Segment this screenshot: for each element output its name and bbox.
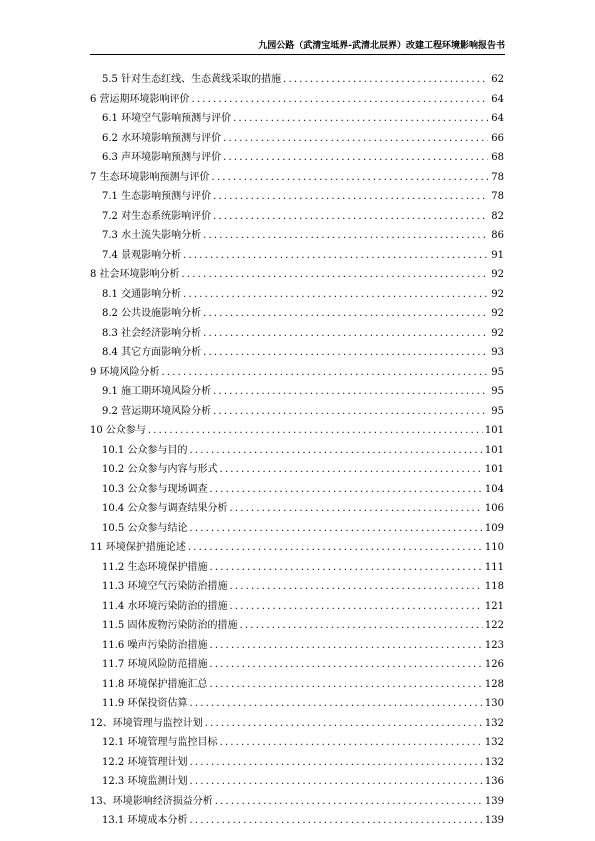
toc-entry-title: 8.2 公共设施影响分析	[102, 308, 202, 319]
toc-entry[interactable]	[90, 285, 504, 305]
toc-dot-leader	[182, 265, 488, 285]
toc-entry-title: 12.2 环境管理计划	[102, 756, 188, 768]
toc-entry[interactable]	[90, 636, 504, 656]
toc-entry-title: 13、环境影响经济损益分析	[90, 795, 213, 807]
toc-entry-page-number: 82	[491, 210, 504, 222]
toc-entry-title: 11.4 水环境污染防治的措施	[102, 600, 228, 612]
toc-entry-page-number: 132	[484, 737, 504, 748]
toc-entry-page-number: 92	[491, 327, 504, 339]
toc-entry-page-number: 78	[491, 171, 504, 183]
toc-entry-page-number: 64	[491, 113, 504, 124]
toc-entry[interactable]	[90, 324, 504, 344]
toc-dot-leader	[189, 753, 482, 773]
toc-entry-title: 12.3 环境监测计划	[102, 776, 188, 787]
toc-entry-title: 5.5 针对生态红线、生态黄线采取的措施	[102, 74, 282, 85]
toc-entry-title: 11.9 环保投资估算	[102, 698, 188, 709]
toc-entry-page-number: 139	[484, 795, 504, 807]
toc-dot-leader	[223, 148, 488, 168]
toc-entry-title: 6.3 声环境影响预测与评价	[102, 152, 222, 163]
toc-dot-leader	[203, 324, 488, 344]
toc-dot-leader	[205, 714, 483, 734]
toc-entry-page-number: 101	[484, 464, 504, 475]
toc-entry-page-number: 95	[491, 405, 504, 417]
toc-dot-leader	[209, 558, 482, 578]
toc-dot-leader	[203, 226, 488, 246]
toc-entry[interactable]	[90, 597, 504, 617]
toc-entry-page-number: 126	[484, 659, 504, 670]
toc-dot-leader	[233, 109, 488, 129]
toc-entry[interactable]	[90, 226, 504, 246]
toc-dot-leader	[219, 460, 482, 480]
toc-entry[interactable]	[90, 343, 504, 363]
toc-entry-title: 11.6 噪声污染防治措施	[102, 639, 208, 651]
toc-entry-title: 10.4 公众参与调查结果分析	[102, 503, 228, 514]
toc-dot-leader	[213, 187, 488, 207]
toc-dot-leader	[213, 382, 488, 402]
toc-dot-leader	[283, 70, 488, 90]
toc-dot-leader	[223, 129, 488, 149]
toc-entry[interactable]	[90, 109, 504, 129]
toc-entry[interactable]	[90, 363, 504, 383]
toc-entry-title: 6 营运期环境影响评价	[90, 93, 190, 105]
toc-entry-page-number: 104	[484, 483, 504, 495]
toc-dot-leader	[189, 694, 482, 714]
toc-entry[interactable]	[90, 187, 504, 207]
toc-entry-page-number: 68	[491, 152, 504, 163]
toc-entry-title: 11.8 环境保护措施汇总	[102, 678, 208, 690]
toc-entry[interactable]	[90, 792, 504, 812]
toc-entry-title: 7.4 景观影响分析	[102, 249, 182, 261]
toc-entry[interactable]	[90, 655, 504, 675]
toc-dot-leader	[183, 285, 488, 305]
toc-entry[interactable]	[90, 811, 504, 831]
toc-entry-page-number: 122	[484, 620, 504, 631]
toc-entry[interactable]	[90, 421, 504, 441]
toc-entry-title: 11.5 固体废物污染防治的措施	[102, 620, 238, 631]
toc-entry[interactable]	[90, 402, 504, 422]
toc-entry-title: 9.1 施工期环境风险分析	[102, 386, 212, 397]
toc-entry-page-number: 91	[491, 249, 504, 261]
toc-dot-leader	[209, 675, 482, 695]
toc-entry-page-number: 92	[491, 269, 504, 280]
toc-entry[interactable]	[90, 577, 504, 597]
toc-dot-leader	[203, 343, 488, 363]
toc-dot-leader	[162, 363, 488, 383]
toc-dot-leader	[192, 90, 488, 110]
toc-dot-leader	[203, 304, 488, 324]
toc-entry[interactable]	[90, 538, 504, 558]
toc-dot-leader	[209, 480, 482, 500]
toc-entry[interactable]	[90, 90, 504, 110]
toc-entry[interactable]	[90, 480, 504, 500]
toc-entry[interactable]	[90, 70, 504, 90]
toc-entry-page-number: 139	[484, 815, 504, 826]
toc-entry-title: 11.7 环境风险防范措施	[102, 659, 208, 670]
toc-entry[interactable]	[90, 499, 504, 519]
toc-entry-page-number: 136	[484, 776, 504, 787]
toc-entry-title: 8.4 其它方面影响分析	[102, 347, 202, 358]
running-header: 九园公路（武清宝坻界-武清北辰界）改建工程环境影响报告书	[90, 38, 505, 55]
toc-entry-title: 10 公众参与	[90, 425, 146, 436]
toc-entry[interactable]	[90, 558, 504, 578]
toc-entry-page-number: 92	[491, 308, 504, 319]
toc-entry-title: 7.2 对生态系统影响评价	[102, 210, 212, 222]
toc-entry-title: 7 生态环境影响预测与评价	[90, 171, 210, 183]
toc-dot-leader	[189, 519, 482, 539]
table-of-contents	[90, 70, 504, 831]
toc-dot-leader	[239, 616, 482, 636]
toc-entry-title: 12、环境管理与监控计划	[90, 717, 203, 729]
toc-entry-page-number: 64	[491, 93, 504, 105]
toc-dot-leader	[219, 733, 482, 753]
toc-entry-page-number: 62	[491, 74, 504, 85]
toc-entry[interactable]	[90, 304, 504, 324]
toc-entry[interactable]	[90, 733, 504, 753]
toc-dot-leader	[215, 792, 483, 812]
toc-dot-leader	[189, 772, 482, 792]
toc-dot-leader	[209, 655, 482, 675]
toc-entry-page-number: 101	[484, 425, 504, 436]
toc-entry[interactable]	[90, 207, 504, 227]
toc-entry-title: 6.2 水环境影响预测与评价	[102, 132, 222, 144]
toc-entry-title: 9.2 营运期环境风险分析	[102, 405, 212, 417]
toc-entry-page-number: 123	[484, 639, 504, 651]
toc-entry-title: 7.3 水土流失影响分析	[102, 230, 202, 241]
toc-entry-title: 10.1 公众参与目的	[102, 444, 188, 456]
toc-entry[interactable]	[90, 246, 504, 266]
toc-dot-leader	[213, 207, 488, 227]
toc-entry[interactable]	[90, 460, 504, 480]
toc-entry-title: 8.1 交通影响分析	[102, 288, 182, 300]
toc-entry-title: 10.3 公众参与现场调查	[102, 483, 208, 495]
toc-entry-title: 11 环境保护措施论述	[90, 542, 186, 553]
toc-entry-title: 7.1 生态影响预测与评价	[102, 191, 212, 202]
toc-entry-title: 13.1 环境成本分析	[102, 815, 188, 826]
toc-entry-title: 11.2 生态环境保护措施	[102, 561, 208, 573]
toc-entry[interactable]	[90, 129, 504, 149]
toc-entry[interactable]	[90, 694, 504, 714]
toc-entry-page-number: 101	[484, 444, 504, 456]
toc-dot-leader	[183, 246, 488, 266]
toc-entry[interactable]	[90, 753, 504, 773]
toc-entry-page-number: 109	[484, 522, 504, 534]
toc-entry-title: 10.5 公众参与结论	[102, 522, 188, 534]
toc-dot-leader	[189, 811, 482, 831]
toc-entry-title: 9 环境风险分析	[90, 366, 160, 378]
toc-dot-leader	[188, 538, 483, 558]
toc-entry-page-number: 110	[484, 542, 504, 553]
toc-entry-page-number: 66	[491, 132, 504, 144]
toc-entry-title: 10.2 公众参与内容与形式	[102, 464, 218, 475]
toc-entry-page-number: 118	[484, 581, 504, 592]
toc-entry-page-number: 111	[484, 561, 504, 573]
toc-entry-title: 8.3 社会经济影响分析	[102, 327, 202, 339]
toc-entry[interactable]	[90, 675, 504, 695]
toc-dot-leader	[213, 402, 488, 422]
toc-entry-page-number: 128	[484, 678, 504, 690]
toc-entry-page-number: 86	[491, 230, 504, 241]
toc-entry-title: 8 社会环境影响分析	[90, 269, 180, 280]
toc-entry-page-number: 95	[491, 366, 504, 378]
toc-entry[interactable]	[90, 168, 504, 188]
toc-entry[interactable]	[90, 714, 504, 734]
toc-dot-leader	[229, 499, 482, 519]
toc-entry[interactable]	[90, 265, 504, 285]
toc-entry-title: 6.1 环境空气影响预测与评价	[102, 113, 232, 124]
toc-entry[interactable]	[90, 148, 504, 168]
toc-dot-leader	[212, 168, 488, 188]
toc-entry-page-number: 92	[491, 288, 504, 300]
toc-entry-page-number: 130	[484, 698, 504, 709]
toc-dot-leader	[189, 441, 482, 461]
toc-entry-page-number: 95	[491, 386, 504, 397]
toc-entry-page-number: 132	[484, 717, 504, 729]
toc-entry[interactable]	[90, 382, 504, 402]
toc-entry-page-number: 121	[484, 600, 504, 612]
toc-entry-page-number: 93	[491, 347, 504, 358]
toc-dot-leader	[229, 577, 482, 597]
toc-entry[interactable]	[90, 441, 504, 461]
toc-entry-page-number: 78	[491, 191, 504, 202]
toc-entry-title: 12.1 环境管理与监控目标	[102, 737, 218, 748]
toc-entry[interactable]	[90, 519, 504, 539]
toc-entry[interactable]	[90, 616, 504, 636]
toc-entry-page-number: 132	[484, 756, 504, 768]
toc-dot-leader	[148, 421, 483, 441]
toc-entry-title: 11.3 环境空气污染防治措施	[102, 581, 228, 592]
toc-dot-leader	[229, 597, 482, 617]
toc-dot-leader	[209, 636, 482, 656]
toc-entry-page-number: 106	[484, 503, 504, 514]
toc-entry[interactable]	[90, 772, 504, 792]
